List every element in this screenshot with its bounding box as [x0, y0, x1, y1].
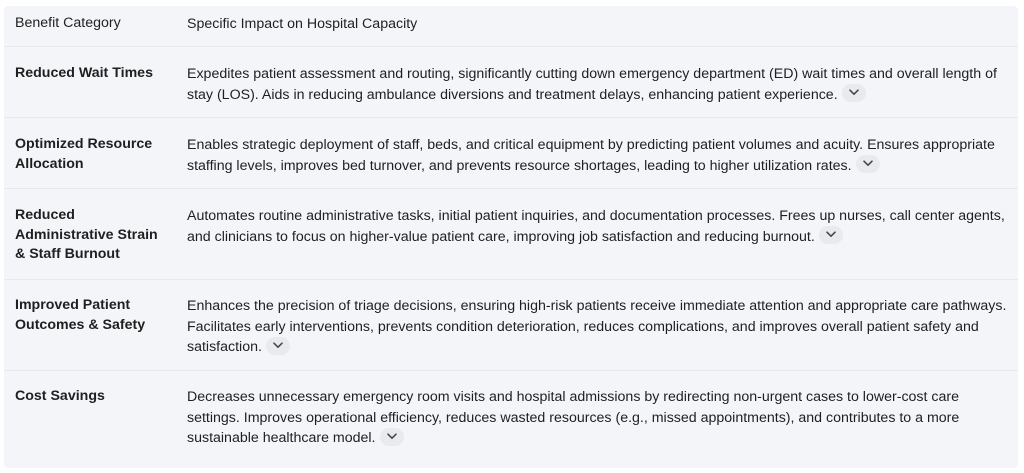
expand-source-button[interactable]: [856, 155, 880, 173]
row-divider: [4, 188, 1018, 189]
chevron-down-icon: [387, 433, 397, 440]
impact-description-cell: [187, 387, 1013, 449]
benefit-category-cell: Improved Patient Outcomes & Safety: [15, 297, 146, 333]
impact-description-cell: [187, 296, 1013, 358]
chevron-down-icon: [849, 89, 859, 96]
header-benefit-category: Benefit Category: [15, 15, 121, 31]
chevron-down-icon: [863, 160, 873, 167]
impact-description-cell: [187, 206, 1013, 247]
row-divider: [4, 279, 1018, 280]
impact-description-text: Expedites patient assessment and routing, significantly cutting down emergency department (ED) wait times and overall length of stay (LOS). Aids in reducing ambulance diversions and treatment delays, enhancing patient experience.: [187, 66, 997, 103]
benefit-category-cell: Reduced Administrative Strain & Staff Burnout: [15, 207, 158, 263]
expand-source-button[interactable]: [266, 337, 290, 355]
row-divider: [4, 117, 1018, 118]
impact-description-text: Automates routine administrative tasks, initial patient inquiries, and documentation processes. Frees up nurses, call center agents, and clinicians to focus on higher-value patient care, improving job satisfaction and reducing burnout.: [187, 208, 1005, 245]
benefit-category-cell: Optimized Resource Allocation: [15, 136, 153, 172]
impact-description-text: Enhances the precision of triage decisions, ensuring high-risk patients receive immediate attention and appropriate care pathways. Facilitates early interventions, prevents condition deterioration, reduces complications, and improves overall patient safety and satisfaction.: [187, 298, 1007, 356]
header-specific-impact: Specific Impact on Hospital Capacity: [187, 16, 418, 32]
impact-description-cell: [187, 135, 1013, 176]
expand-source-button[interactable]: [819, 226, 843, 244]
chevron-down-icon: [273, 342, 283, 349]
impact-description-text: Decreases unnecessary emergency room visits and hospital admissions by redirecting non-urgent cases to lower-cost care settings. Improves operational efficiency, reduces wasted resources (e.g., missed appointments), and contributes to a more sustainable healthcare model.: [187, 389, 960, 447]
benefit-category-cell: Reduced Wait Times: [15, 65, 153, 81]
impact-description-text: Enables strategic deployment of staff, beds, and critical equipment by predicting patient volumes and acuity. Ensures appropriate staffing levels, improves bed turnover, and prevents resource shortages, leading to higher utilization rates.: [187, 137, 995, 174]
row-divider: [4, 370, 1018, 371]
chevron-down-icon: [826, 231, 836, 238]
expand-source-button[interactable]: [842, 84, 866, 102]
benefits-table: [4, 6, 1018, 468]
expand-source-button[interactable]: [380, 428, 404, 446]
impact-description-cell: [187, 64, 1013, 105]
header-divider: [4, 46, 1018, 47]
benefit-category-cell: Cost Savings: [15, 388, 105, 404]
